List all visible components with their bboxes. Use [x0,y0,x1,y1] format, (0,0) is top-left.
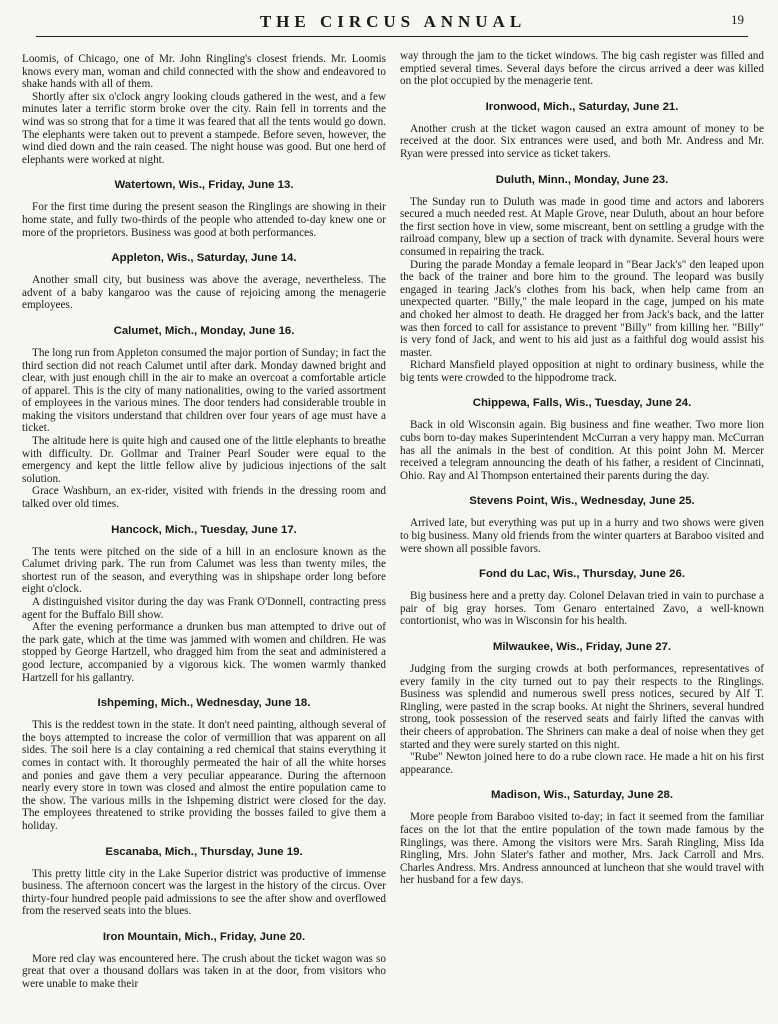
paragraph: The Sunday run to Duluth was made in good time and actors and laborers secured a much needed rest. At Maple Grove, near Duluth, about an hour before the first section hove in view, some miscreant, bent on settling a grudge with the railroad company, blew up a section of track with dynamite. Several hours were consumed in repairing the track. [400,195,764,258]
dated-entry [400,495,764,555]
dated-entry [22,524,386,685]
dated-entry [400,397,764,482]
continued-text [400,50,764,88]
paragraph: During the parade Monday a female leopard in "Bear Jack's" den leaped upon the back of the trainer and bore him to the ground. The leopard was busily engaged in tearing Jack's clothes from his back, when help came from an unexpected quarter. "Billy," the male leopard in the cage, jumped on his mate and choked her almost to death. He dragged her from Jack's back, and the latter was then forced to call for assistance to prevent "Billy" from killing her. "Billy" is very fond of Jack, and went to his aid just as a faithful dog would assist his master. [400,258,764,359]
entry-heading: Stevens Point, Wis., Wednesday, June 25. [469,495,695,508]
dated-entry [400,641,764,776]
paragraph: More people from Baraboo visited to-day; in fact it seemed from the familiar faces on the lot that the entire population of the town made famous by the Ringlings, was there. Among the visitors were Mrs. Sarah Ringling, Miss Ida Ringling, Mrs. John Slater's father and mother, Mrs. Jack Carroll and Mrs. Charles Andress. Mrs. Andress announced at luncheon that she would travel with her husband for a few days. [400,811,764,887]
paragraph: Shortly after six o'clock angry looking clouds gathered in the west, and a few minutes later a terrific storm broke over the city. Rain fell in torrents and the wind was so strong that for a time it was feared that all the tents would go down. The elephants were taken out to prevent a stampede. Before seven, however, the wind died down and the rain ceased. The night house was good. But one herd of elephants were worked at night. [22,90,386,166]
dated-entry [22,697,386,832]
dated-entry [400,789,764,887]
dated-entry [22,325,386,511]
paragraph: This pretty little city in the Lake Superior district was productive of immense business. The afternoon concert was the largest in the history of the circus. Over thirty-four hundred people paid admissions to see the after show and overflowed from the reserved seats into the blues. [22,867,386,918]
entry-heading: Duluth, Minn., Monday, June 23. [495,173,669,186]
entry-heading: Iron Mountain, Mich., Friday, June 20. [102,930,306,943]
page-header [22,0,764,40]
dated-entry [400,174,764,385]
paragraph: Grace Washburn, an ex-rider, visited with friends in the dressing room and talked over old times. [22,485,386,511]
header-rule [36,36,748,37]
dated-entry [400,101,764,161]
paragraph: A distinguished visitor during the day was Frank O'Donnell, contracting press agent for the Buffalo Bill show. [22,596,386,621]
article-columns [22,40,764,991]
paragraph: "Rube" Newton joined here to do a rube clown race. He made a hit on his first appearance. [400,751,764,776]
paragraph: Another small city, but business was above the average, nevertheless. The advent of a baby kangaroo was the cause of rejoicing among the menagerie employees. [22,274,386,312]
paragraph: Judging from the surging crowds at both performances, representatives of every family in the city turned out to pay their respects to the Ringlings. Business was splendid and numerous swell press notices, secured by Alf T. Ringling, were pasted in the scrap books. At night the Shriners, several hundred strong, took possession of the reserved seats and fairly lifted the canvas with their cheers of approbation. The Shriners can make a deal of noise when they get started and they were surely started on this night. [400,663,764,751]
entry-heading: Chippewa, Falls, Wis., Tuesday, June 24. [472,397,692,410]
paragraph: Arrived late, but everything was put up in a hurry and two shows were given to big business. Many old friends from the winter quarters at Baraboo visited and were shown all possible favors. [400,517,764,555]
dated-entry [22,252,386,312]
entry-heading: Calumet, Mich., Monday, June 16. [113,324,295,337]
dated-entry [22,931,386,991]
paragraph: The tents were pitched on the side of a hill in an enclosure known as the Calumet driving park. The run from Calumet was less than twenty miles, the shortest run of the season, and everything was in shipshape order long before eight o'clock. [22,545,386,596]
entry-heading: Madison, Wis., Saturday, June 28. [491,789,673,802]
paragraph: Loomis, of Chicago, one of Mr. John Ringling's closest friends. Mr. Loomis knows every man, woman and child connected with the show and endeavored to shake hands with all of them. [22,53,386,91]
paragraph: After the evening performance a drunken bus man attempted to drive out of the park gate, which at the time was jammed with women and children. He was stopped by George Hartzell, who dragged him from the seat and administered a good lecture, accompanied by a vigorous kick. The women warmly thanked Hartzell for his gallantry. [22,621,386,684]
entry-heading: Ishpeming, Mich., Wednesday, June 18. [97,697,311,710]
entry-heading: Milwaukee, Wis., Friday, June 27. [492,641,672,653]
paragraph: Richard Mansfield played opposition at night to ordinary business, while the big tents were crowded to the hippodrome track. [400,359,764,384]
continued-text [22,53,386,166]
paragraph: The altitude here is quite high and caused one of the little elephants to breathe with difficulty. Dr. Gollmar and Trainer Pearl Souder were equal to the emergency and kept the little fellow alive by judicious injections of the salt solution. [22,435,386,485]
entry-heading: Hancock, Mich., Tuesday, June 17. [111,523,297,536]
left-column [22,53,386,991]
right-column [400,50,764,991]
paragraph: Big business here and a pretty day. Colonel Delavan tried in vain to purchase a pair of big gray horses. Tom Genaro entertained Zavo, a well-known contortionist, who was in Wisconsin for his health. [400,590,764,628]
paragraph: This is the reddest town in the state. It don't need painting, although several of the boys attempted to increase the color of vermillion that was apparent on all sides. The soil here is a clay containing a red chemical that stains everything it comes in contact with. It thoroughly permeated the hair of all the white horses and ponies and gave them a very peculiar appearance. During the afternoon nearly every store in town was closed and almost the entire population came to the show. The various mills in the Ishpeming district were closed for the day. The employees threatened to strike providing the bosses failed to give them a holiday. [22,719,386,832]
dated-entry [22,179,386,239]
entry-heading: Escanaba, Mich., Thursday, June 19. [105,845,303,858]
paragraph: way through the jam to the ticket windows. The big cash register was filled and emptied several times. Several days before the circus arrived a deer was killed on the plot occupied by the menagerie tent. [400,50,764,88]
paragraph: Back in old Wisconsin again. Big business and fine weather. Two more lion cubs born to-day makes Superintendent McCurran a very happy man. McCurran has all the animals in the best of condition. At this point John M. Mercer received a telegram announcing the death of his father, a resident of Cincinnati, Ohio. Ray and Al Thompson entertained their parents during the day. [400,419,764,482]
entry-heading: Ironwood, Mich., Saturday, June 21. [485,100,679,113]
page-number: 19 [731,12,744,27]
dated-entry [400,568,764,628]
running-title: THE CIRCUS ANNUAL [259,12,527,31]
paragraph: The long run from Appleton consumed the major portion of Sunday; in fact the third section did not reach Calumet until after dark. Monday dawned bright and clear, with just enough chill in the air to make an overcoat a comfortable article of apparel. This is the city of many nationalities, owing to the varied assortment of employees in the various mines. The door tenders had considerable trouble in making the visitors understand that children over four years of age must have a ticket. [22,346,386,435]
paragraph: Another crush at the ticket wagon caused an extra amount of money to be received at the door. Six entrances were used, and both Mr. Andress and Mr. Ryan were pressed into service as ticket takers. [400,122,764,160]
dated-entry [22,846,386,918]
entry-heading: Watertown, Wis., Friday, June 13. [114,179,294,192]
entry-heading: Fond du Lac, Wis., Thursday, June 26. [478,568,685,581]
paragraph: For the first time during the present season the Ringlings are showing in their home state, and fully two-thirds of the people who attended to-day knew one or more of the proprietors. Business was good at both performances. [22,201,386,239]
paragraph: More red clay was encountered here. The crush about the ticket wagon was so great that over a thousand dollars was taken in at the door, from visitors who were unable to make their [22,952,386,991]
entry-heading: Appleton, Wis., Saturday, June 14. [111,252,297,265]
